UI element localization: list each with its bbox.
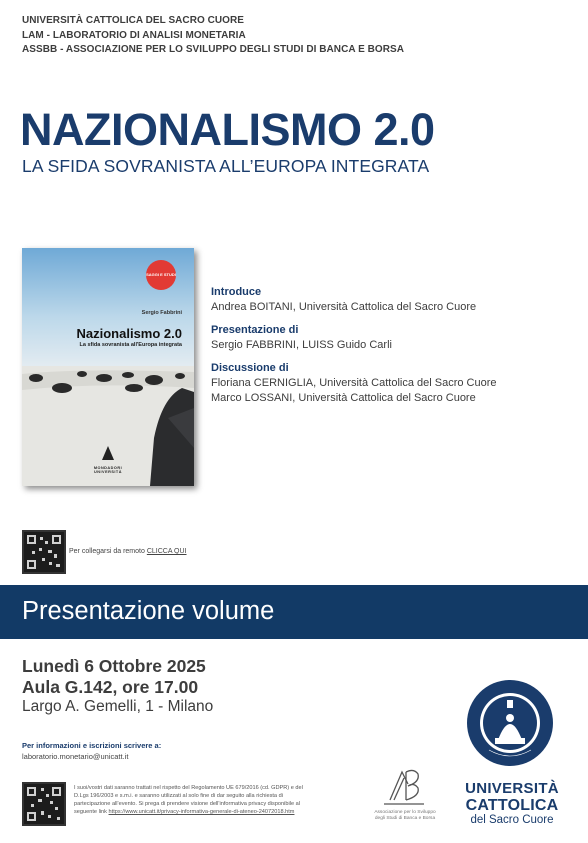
privacy-link[interactable]: https://www.unicatt.it/privacy-informativa-generale-di-ateneo-24072018.htm <box>108 809 295 815</box>
qr-pattern <box>24 532 64 572</box>
ucsc-logo-line3: del Sacro Cuore <box>470 814 554 826</box>
university-seal <box>465 678 555 768</box>
privacy-text: I suoi/vostri dati saranno trattati nel rispetto del Regolamento UE 679/2016 (cd. GDPR) e del D.Lgs 196/2003 e s.m.i. e saranno utilizzati al solo fine di dar seguito alla richiesta di partecipazione all'evento. Si prega di prendere visione dell'informativa privacy disponibile al seguente link <box>74 785 303 815</box>
book-title: Nazionalismo 2.0 <box>76 326 182 341</box>
event-datetime <box>22 656 206 698</box>
presentation-name: Sergio FABBRINI, LUISS Guido Carli <box>211 339 392 351</box>
book-series-badge: SAGGI E STUDI <box>146 260 176 290</box>
event-date: Lunedì 6 Ottobre 2025 <box>22 656 206 676</box>
info-block <box>22 740 161 762</box>
book-publisher-sub: UNIVERSITÀ <box>94 470 122 474</box>
ucsc-logo-line1: UNIVERSITÀ <box>465 780 559 797</box>
event-subtitle: LA SFIDA SOVRANISTA ALL’EUROPA INTEGRATA <box>22 156 430 176</box>
organizer-ucsc: UNIVERSITÀ CATTOLICA DEL SACRO CUORE <box>22 15 244 26</box>
band-label: Presentazione volume <box>22 597 275 625</box>
event-title: NAZIONALISMO 2.0 <box>20 104 435 155</box>
assbb-caption: Associazione per lo Sviluppo degli Studi di Banca e Borsa <box>374 810 436 821</box>
info-heading: Per informazioni e iscrizioni scrivere a: <box>22 741 162 750</box>
book-subtitle: La sfida sovranista all'Europa integrata <box>79 342 182 348</box>
ucsc-logo-line2: CATTOLICA <box>465 797 559 814</box>
presentation-heading: Presentazione di <box>211 324 299 336</box>
remote-access <box>69 548 187 555</box>
discussion-heading: Discussione di <box>211 362 289 374</box>
organizer-lam: LAM - LABORATORIO DI ANALISI MONETARIA <box>22 29 246 41</box>
program-discussion <box>211 361 497 406</box>
introduce-heading: Introduce <box>211 286 262 298</box>
qr-pattern <box>24 784 64 824</box>
section-band <box>0 585 588 639</box>
assbb-mark-icon <box>380 760 428 808</box>
remote-text: Per collegarsi da remoto <box>69 548 145 555</box>
event-room-time: Aula G.142, ore 17.00 <box>22 677 199 697</box>
book-cover <box>22 248 194 486</box>
book-author: Sergio Fabbrini <box>141 310 182 316</box>
introduce-name: Andrea BOITANI, Università Cattolica del Sacro Cuore <box>211 301 477 313</box>
seal-icon <box>465 678 555 768</box>
privacy-qr-code[interactable] <box>22 782 66 826</box>
remote-qr-code[interactable] <box>22 530 66 574</box>
discussion-name-2: Marco LOSSANI, Università Cattolica del Sacro Cuore <box>211 392 476 404</box>
program <box>211 285 497 414</box>
assbb-logo <box>372 760 436 828</box>
program-presentation <box>211 323 497 353</box>
book-publisher-name: MONDADORI <box>93 466 123 470</box>
ucsc-logo <box>464 780 560 827</box>
organizers-block <box>22 14 404 58</box>
info-email[interactable]: laboratorio.monetario@unicatt.it <box>22 752 129 761</box>
discussion-name-1: Floriana CERNIGLIA, Università Cattolica del Sacro Cuore <box>211 377 497 389</box>
privacy-notice <box>74 784 304 816</box>
book-publisher <box>22 466 194 474</box>
program-introduce <box>211 285 497 315</box>
event-address: Largo A. Gemelli, 1 - Milano <box>22 698 214 715</box>
organizer-assbb: ASSBB - ASSOCIAZIONE PER LO SVILUPPO DEGLI STUDI DI BANCA E BORSA <box>22 44 404 55</box>
remote-link[interactable]: CLICCA QUI <box>146 548 187 555</box>
